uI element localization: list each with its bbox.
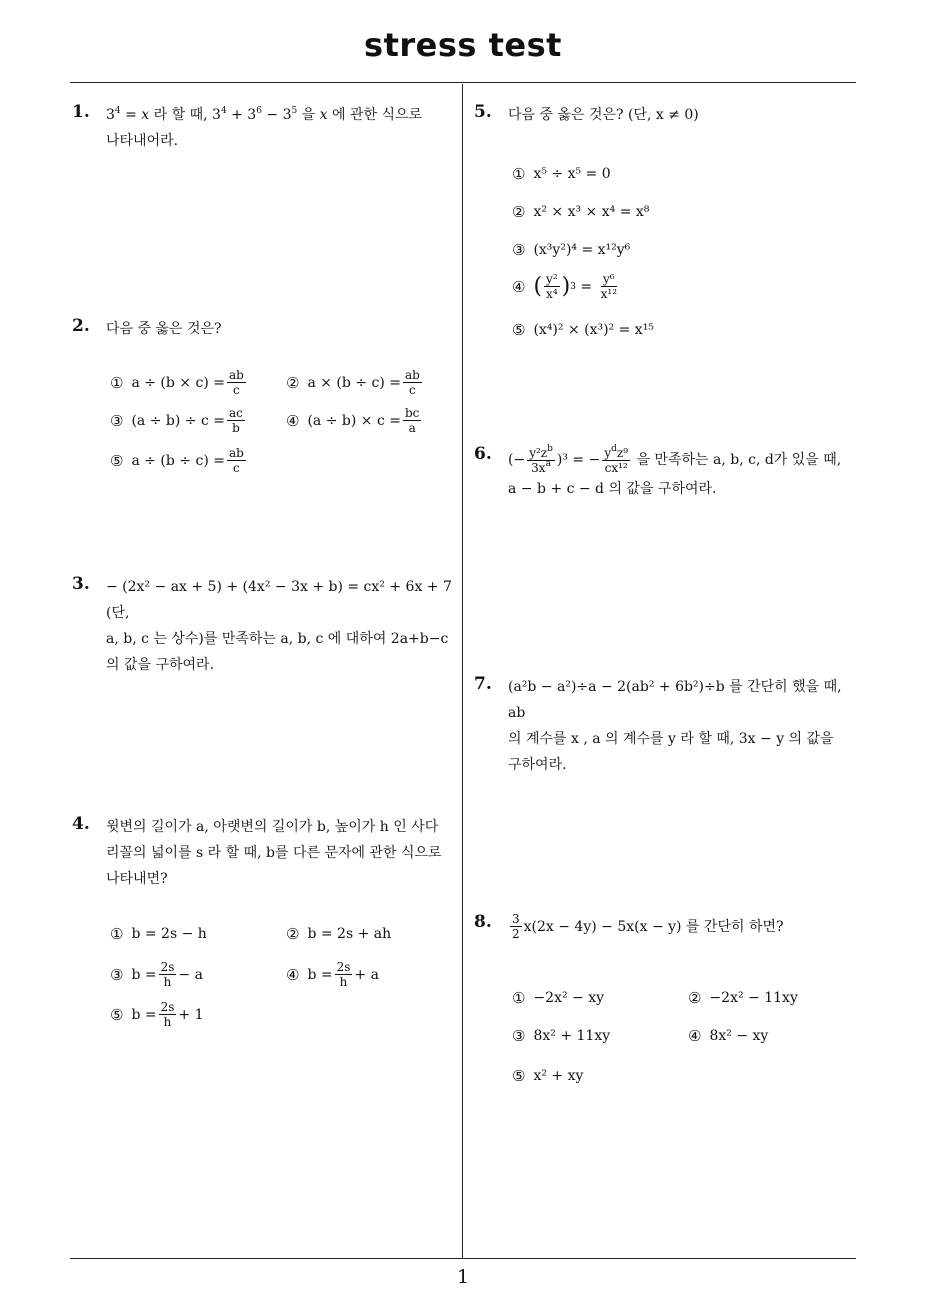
problem-text: $3^4 = x$ 라 할 때, $3^4 + 3^6 - 3^5$ 을 x 에 관한 식으로 나타내어라. — [106, 106, 423, 149]
option-4[interactable]: ④ 8x² − xy — [688, 1027, 769, 1045]
problem-text: 윗변의 길이가 a, 아랫변의 길이가 b, 높이가 h 인 사다 리꼴의 넓이를 s 라 할 때, b를 다른 문자에 관한 식으로 나타내면? — [106, 819, 442, 887]
option-4[interactable]: ④ b = $\frac{2s}{h}$ + a — [286, 960, 379, 989]
problem-text: (− $\frac{y^2z^b}{3x^a}$ )³ = − $\frac{y^dz^9}{\text{cx¹²}}$ 을 만족하는 a, b, c, d가 있을 때, a − b + c − d 의 값을 구하여라. — [508, 443, 842, 497]
problem-text: $\frac{3}{2}$ x(2x − 4y) − 5x(x − y) 를 간단히 하면? — [512, 912, 784, 941]
option-4[interactable]: ④ ( $\frac{\text{y²}}{\text{x⁴}}$ ) 3 = $\frac{\text{y⁶}}{\text{x¹²}}$ — [512, 272, 617, 301]
problem-number: 1. — [72, 102, 90, 122]
option-2[interactable]: ② −2x² − 11xy — [688, 989, 798, 1007]
problem-number: 8. — [474, 912, 492, 932]
option-1[interactable]: ① a ÷ (b × c) = $\frac{ab}{c}$ — [110, 368, 244, 397]
option-3[interactable]: ③ (x³y²)⁴ = x¹²y⁶ — [512, 241, 631, 259]
option-1[interactable]: ① b = 2s − h — [110, 925, 207, 943]
option-5[interactable]: ⑤ (x⁴)² × (x³)² = x¹⁵ — [512, 321, 654, 339]
option-3[interactable]: ③ b = $\frac{2s}{h}$ − a — [110, 960, 203, 989]
option-5[interactable]: ⑤ x² + xy — [512, 1067, 584, 1085]
problem-text: 다음 중 옳은 것은? (단, x ≠ 0) — [508, 107, 699, 123]
option-4[interactable]: ④ (a ÷ b) × c = $\frac{bc}{a}$ — [286, 406, 420, 435]
problem-text: − (2x² − ax + 5) + (4x² − 3x + b) = cx² + 6x + 7 (단, a, b, c 는 상수)를 만족하는 a, b, c 에 대하여 2a+b−c 의 값을 구하여라. — [106, 579, 452, 673]
option-3[interactable]: ③ 8x² + 11xy — [512, 1027, 611, 1045]
bottom-rule — [70, 1258, 856, 1259]
problem-number: 2. — [72, 316, 90, 336]
option-2[interactable]: ② x² × x³ × x⁴ = x⁸ — [512, 203, 650, 221]
problem-number: 6. — [474, 444, 492, 464]
option-2[interactable]: ② a × (b ÷ c) = $\frac{ab}{c}$ — [286, 368, 420, 397]
option-2[interactable]: ② b = 2s + ah — [286, 925, 392, 943]
problem-text: (a²b − a²)÷a − 2(ab² + 6b²)÷b 를 간단히 했을 때, ab 의 계수를 x , a 의 계수를 y 라 할 때, 3x − y 의 값을 구하여라. — [508, 679, 842, 773]
option-5[interactable]: ⑤ a ÷ (b ÷ c) = $\frac{ab}{c}$ — [110, 446, 244, 475]
column-divider — [462, 84, 463, 1259]
problem-number: 4. — [72, 814, 90, 834]
top-rule — [70, 82, 856, 83]
problem-number: 5. — [474, 102, 492, 122]
problem-number: 3. — [72, 574, 90, 594]
option-5[interactable]: ⑤ b = $\frac{2s}{h}$ + 1 — [110, 1000, 204, 1029]
page-title: stress test — [364, 26, 562, 64]
option-3[interactable]: ③ (a ÷ b) ÷ c = $\frac{ac}{b}$ — [110, 406, 243, 435]
problem-number: 7. — [474, 674, 492, 694]
option-1[interactable]: ① x⁵ ÷ x⁵ = 0 — [512, 165, 611, 183]
page-number: 1 — [456, 1266, 470, 1288]
problem-text: 다음 중 옳은 것은? — [106, 321, 222, 337]
option-1[interactable]: ① −2x² − xy — [512, 989, 605, 1007]
